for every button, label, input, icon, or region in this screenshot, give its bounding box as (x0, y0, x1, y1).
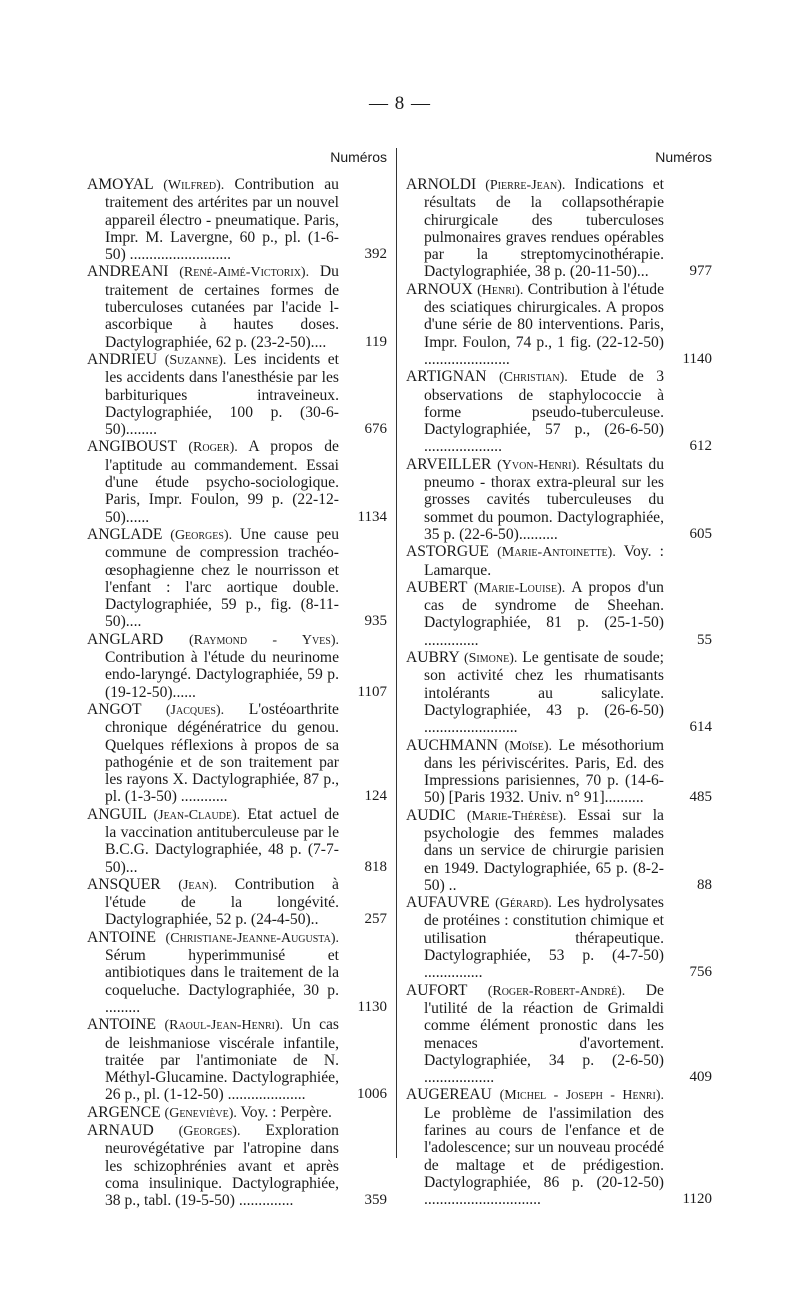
bibliography-entry (87, 1104, 387, 1122)
entry-text: Sérum hyperimmunisé et antibiotiques dans le traitement de la coqueluche. Dactylographiée, 30 p. ......... (105, 947, 339, 1016)
author-surname: ARNOUX (406, 280, 473, 298)
entry-number: 392 (364, 246, 387, 263)
author-given-names: (Christiane-Jeanne-Augusta). (165, 930, 339, 946)
entry-text: Voy. : Lamarque. (424, 543, 665, 579)
entry-number: 55 (697, 631, 712, 648)
author-given-names: (Wilfred). (163, 178, 225, 193)
author-surname: ANTOINE (87, 1016, 157, 1034)
author-surname: AUGEREAU (406, 1086, 492, 1104)
entry-body (406, 807, 712, 894)
entry-text: Résultats du pneumo - thorax extra-pleural sur les grosses cavités tuberculeuses du sommet du poumon. Dactylographiée, 35 p. (22-6-50).......... (424, 455, 664, 543)
author-surname: AMOYAL (87, 176, 154, 193)
entry-body (406, 456, 712, 543)
entry-body (406, 368, 712, 455)
author-surname: AUFORT (406, 981, 468, 999)
entry-text: De l'utilité de la réaction de Grimaldi comme élément pronostic dans les menaces d'avortement. Dactylographiée, 34 p. (2-6-50) .................. (424, 981, 664, 1087)
entry-text: Un cas de leishmaniose viscérale infantile, traitée par l'antimoniate de N. Méthyl-Glucamine. Dactylographiée, 26 p., pl. (1-12-50) .................... (105, 1016, 339, 1104)
entry-text: Contribution à l'étude des sciatiques chirurgicales. A propos d'une série de 80 interventions. Paris, Impr. Foulon, 74 p., 1 fig. (22-12-50) ...................... (424, 280, 664, 368)
author-surname: ANDREANI (87, 263, 169, 281)
author-given-names: (Raoul-Jean-Henri). (164, 1018, 284, 1034)
entry-body (406, 894, 712, 981)
bibliography-entry (87, 701, 387, 806)
entry-number: 1006 (357, 1086, 387, 1103)
author-surname: ARGENCE (87, 1103, 161, 1121)
author-surname: ANGUIL (87, 805, 147, 823)
author-given-names: (Marie-Louise). (474, 580, 566, 596)
bibliography-entry (87, 876, 387, 929)
bibliography-entry (406, 807, 712, 894)
author-given-names: (Jean-Claude). (153, 807, 241, 823)
author-given-names: (Roger-Robert-André). (487, 983, 626, 999)
entry-body (406, 579, 712, 649)
bibliography-entry (87, 1016, 387, 1103)
bibliography-entry (87, 929, 387, 1016)
author-given-names: (Geneviève). (164, 1105, 237, 1121)
bibliography-entry (406, 579, 712, 649)
entry-number: 124 (364, 788, 387, 805)
entry-number: 359 (364, 1192, 387, 1209)
entry-body (87, 929, 387, 1016)
entry-number: 676 (364, 421, 387, 438)
author-given-names: (René-Aimé-Victorix). (179, 265, 310, 281)
author-surname: ASTORGUE (406, 543, 489, 561)
entry-body (87, 438, 387, 525)
entry-text: A propos d'un cas de syndrome de Sheehan. Dactylographiée, 81 p. (25-1-50) .............. (424, 578, 664, 649)
bibliography-entry (87, 176, 387, 263)
author-surname: AUBRY (406, 649, 460, 667)
entry-text: Le mésothorium dans les périviscérites. Paris, Ed. des Impressions parisiennes, 70 p. (14-6-50) [Paris 1932. Univ. n° 91].......... (424, 736, 664, 807)
author-given-names: (Henri). (477, 282, 524, 298)
entry-number: 977 (689, 263, 712, 280)
author-surname: ARTIGNAN (406, 368, 487, 386)
entry-number: 88 (697, 876, 712, 893)
entry-body (87, 263, 387, 350)
entry-number: 409 (689, 1069, 712, 1086)
entry-body (406, 982, 712, 1087)
entry-text: Contribution au traitement des artérites par un nouvel appareil électro - pneumatique. Paris, Impr. M. Lavergne, 60 p., pl. (1-6-50) .......................... (105, 176, 339, 264)
entry-body (87, 1104, 387, 1122)
entry-body (406, 543, 712, 579)
entry-body (87, 701, 387, 806)
bibliography-entry (87, 1122, 387, 1209)
bibliography-entry (406, 456, 712, 543)
author-surname: ARNOLDI (406, 176, 477, 193)
entry-text: A propos de l'aptitude au commandement. Essai d'une étude psycho-sociologique. Paris, Impr. Foulon, 99 p. (22-12-50)...... (105, 438, 339, 526)
entry-number: 1107 (357, 683, 387, 700)
author-given-names: (Moïse). (504, 738, 552, 754)
author-given-names: (Pierre-Jean). (485, 178, 566, 193)
bibliography-entry (406, 176, 712, 281)
entry-body (87, 876, 387, 929)
author-surname: ANGLARD (87, 630, 164, 648)
bibliography-entry (406, 737, 712, 807)
author-surname: AUCHMANN (406, 736, 498, 754)
author-given-names: (Suzanne). (164, 352, 227, 368)
entry-body (87, 631, 387, 701)
column-divider (396, 148, 397, 1158)
author-given-names: (Gérard). (495, 896, 552, 912)
author-given-names: (Marie-Thérèse). (466, 808, 567, 824)
bibliography-entry (406, 368, 712, 455)
right-column (406, 150, 712, 1209)
author-given-names: (Roger). (188, 440, 238, 456)
bibliography-entry (406, 281, 712, 368)
bibliography-entry (406, 543, 712, 579)
entry-number: 605 (689, 525, 712, 542)
entry-body (87, 1122, 387, 1209)
entry-body (87, 806, 387, 876)
entry-text: L'ostéoarthrite chronique dégénératrice du genou. Quelques réflexions à propos de sa pathogénie et de son traitement par les rayons X. Dactylographiée, 87 p., pl. (1-3-50) ............ (105, 700, 339, 806)
entry-number: 257 (364, 911, 387, 928)
bibliography-entry (406, 1086, 712, 1208)
page-number: — 8 — (369, 93, 431, 114)
entry-text: Les hydrolysates de protéines : constitution chimique et utilisation thérapeutique. Dactylographiée, 53 p. (4-7-50) ............... (424, 894, 664, 982)
author-surname: AUDIC (406, 806, 456, 824)
author-given-names: (Simone). (463, 651, 518, 667)
left-column (87, 150, 387, 1210)
bibliography-entry (87, 351, 387, 438)
entry-text: Contribution à l'étude de la longévité. Dactylographiée, 52 p. (24-4-50).. (105, 875, 339, 929)
entry-text: Du traitement de certaines formes de tuberculoses cutanées par l'acide l-ascorbique à hautes doses. Dactylographiée, 62 p. (23-2-50).... (105, 263, 339, 351)
author-given-names: (Georges). (170, 527, 233, 543)
author-surname: AUBERT (406, 578, 468, 596)
author-given-names: (Raymond - Yves). (188, 632, 340, 648)
bibliography-entry (87, 263, 387, 350)
bibliography-entry (406, 649, 712, 736)
entry-body (87, 176, 387, 263)
entry-text: Contribution à l'étude du neurinome endo-laryngé. Dactylographiée, 59 p. (19-12-50)...... (105, 649, 339, 701)
entry-number: 485 (689, 789, 712, 806)
entry-text: Etude de 3 observations de staphylococcie à forme pseudo-tuberculeuse. Dactylographiée, 57 p., (26-6-50) .................... (424, 368, 665, 456)
author-surname: ANTOINE (87, 928, 157, 946)
author-surname: ANGLADE (87, 525, 163, 543)
author-surname: ANSQUER (87, 875, 161, 893)
entry-number: 119 (365, 333, 387, 350)
bibliography-entry (87, 526, 387, 631)
bibliography-entry (406, 894, 712, 981)
bibliography-entry (406, 982, 712, 1087)
author-given-names: (Michel - Joseph - Henri). (499, 1088, 664, 1104)
entry-list (406, 176, 712, 1209)
entry-text: Le gentisate de soude; son activité chez les rhumatisants intolérants au salicylate. Dactylographiée, 43 p. (26-6-50) ........................ (424, 649, 664, 737)
entry-number: 1140 (682, 350, 712, 367)
entry-text: Etat actuel de la vaccination antituberculeuse par le B.C.G. Dactylographiée, 48 p. (7-7-50)... (105, 805, 340, 876)
entry-body (87, 1016, 387, 1103)
entry-text: Voy. : Perpère. (240, 1103, 332, 1121)
author-given-names: (Marie-Antoinette). (497, 545, 616, 561)
entry-text: Une cause peu commune de compression trachéo-œsophagienne chez le nourrisson et l'enfant : l'arc aortique double. Dactylographiée, 59 p., fig. (8-11-50).... (105, 525, 339, 631)
bibliography-entry (87, 438, 387, 525)
author-given-names: (Christian). (498, 370, 568, 386)
entry-body (87, 351, 387, 438)
author-given-names: (Yvon-Henri). (497, 457, 580, 473)
author-surname: ANDRIEU (87, 350, 158, 368)
entry-number: 1120 (682, 1191, 712, 1208)
author-surname: ARNAUD (87, 1122, 154, 1140)
entry-body (406, 1086, 712, 1208)
entry-text: Le problème de l'assimilation des farines au cours de l'enfance et de l'adolescence; sur un nouveau procédé de maltage et de prédigestion. Dactylographiée, 86 p. (20-12-50) .............................. (424, 1104, 664, 1209)
entry-body (406, 649, 712, 736)
entry-number: 756 (689, 964, 712, 981)
author-surname: AUFAUVRE (406, 894, 490, 912)
author-surname: ARVEILLER (406, 455, 492, 473)
bibliography-entry (87, 631, 387, 701)
entry-body (406, 737, 712, 807)
entry-text: Exploration neurovégétative par l'atropine dans les schizophrénies avant et après coma insulinique. Dactylographiée, 38 p., tabl. (19-5-50) .............. (105, 1122, 339, 1210)
author-surname: ANGIBOUST (87, 438, 177, 456)
bibliography-entry (87, 806, 387, 876)
entry-body (87, 526, 387, 631)
entry-number: 818 (364, 858, 387, 875)
entry-number: 1134 (357, 508, 387, 525)
column-header: Numéros (655, 149, 712, 165)
author-surname: ANGOT (87, 700, 142, 718)
author-given-names: (Jean). (178, 877, 218, 893)
entry-body (406, 281, 712, 368)
entry-number: 612 (689, 438, 712, 455)
entry-list (87, 176, 387, 1210)
entry-body (406, 176, 712, 281)
author-given-names: (Jacques). (165, 702, 225, 718)
entry-number: 1130 (357, 998, 387, 1015)
column-header: Numéros (330, 149, 387, 165)
entry-number: 935 (364, 613, 387, 630)
entry-text: Essai sur la psychologie des femmes malades dans un service de chirurgie parisien en 1949. Dactylographiée, 65 p. (8-2-50) .. (424, 806, 664, 894)
entry-text: Les incidents et les accidents dans l'anesthésie par les barbituriques intraveineux. Dactylographiée, 100 p. (30-6-50)........ (105, 350, 339, 439)
author-given-names: (Georges). (178, 1124, 241, 1140)
entry-number: 614 (689, 719, 712, 736)
entry-text: Indications et résultats de la collapsothérapie chirurgicale des tuberculoses pulmonaires graves rendues opérables par la streptomycinothérapie. Dactylographiée, 38 p. (20-11-50)... (424, 176, 664, 281)
